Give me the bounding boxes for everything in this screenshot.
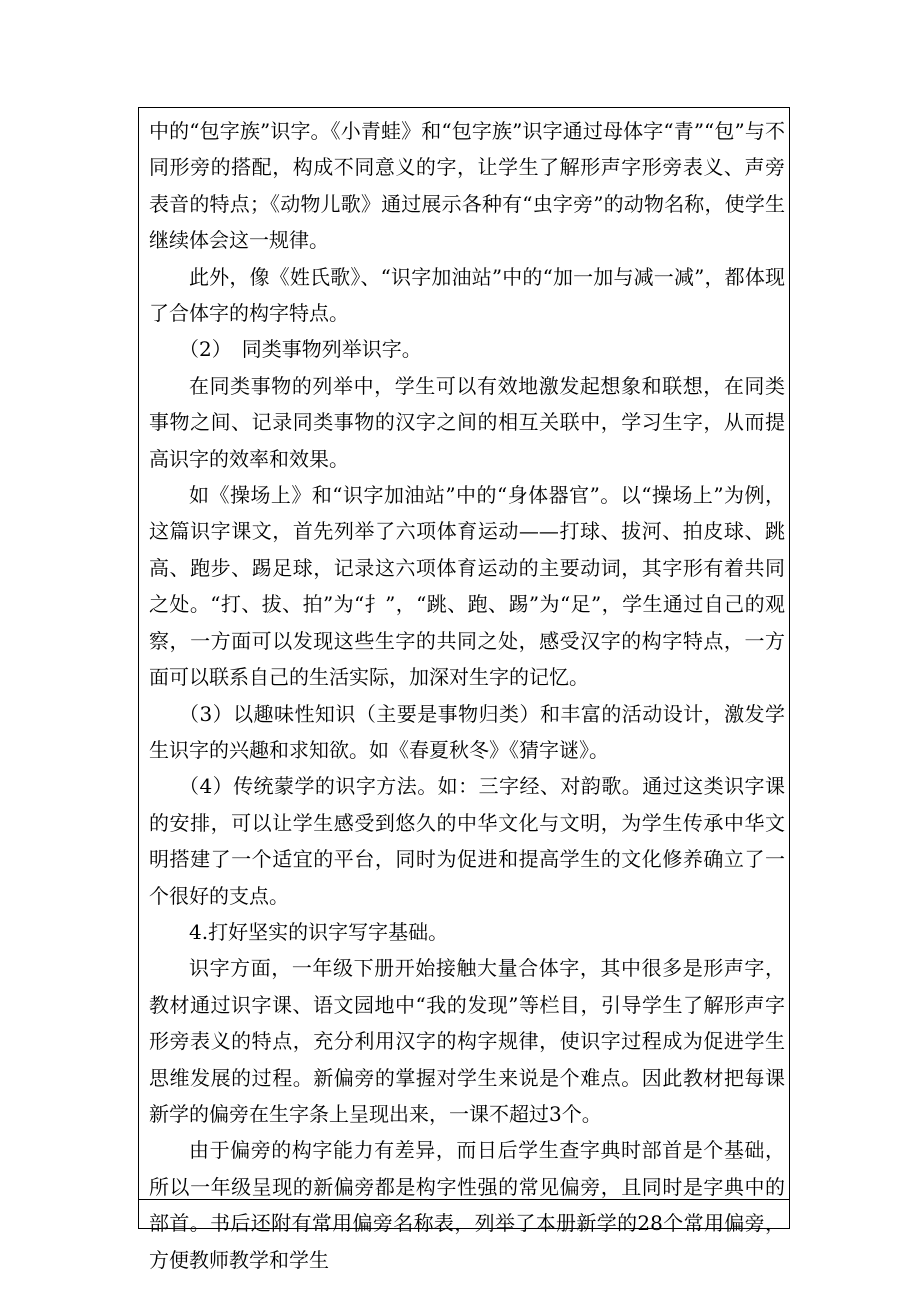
paragraph: 此外，像《姓氏歌》、“识字加油站”中的“加一加与减一减”，都体现了合体字的构字特点。 [149, 264, 785, 326]
paragraph: 由于偏旁的构字能力有差异，而日后学生查字典时部首是个基础，所以一年级呈现的新偏旁都是构字性强的常见偏旁，且同时是字典中的部首。书后还附有常用偏旁名称表，列举了本册新学的28个常用偏旁，方便教师教学和学生 [149, 1138, 785, 1272]
section-heading: （2） 同类事物列举识字。 [179, 337, 422, 362]
paragraph: 如《操场上》和“识字加油站”中的“身体器官”。以“操场上”为例，这篇识字课文，首先列举了六项体育运动——打球、拔河、拍皮球、跳高、跑步、踢足球，记录这六项体育运动的主要动词，其字形有着共同之处。“打、拔、拍”为“扌”，“跳、跑、踢”为“足”，学生通过自己的观察，一方面可以发现这些生字的共同之处，感受汉字的构字特点，一方面可以联系自己的生活实际，加深对生字的记忆。 [149, 483, 785, 690]
paragraph: （4）传统蒙学的识字方法。如：三字经、对韵歌。通过这类识字课的安排，可以让学生感受到悠久的中华文化与文明，为学生传承中华文明搭建了一个适宜的平台，同时为促进和提高学生的文化修养确立了一个很好的支点。 [149, 774, 785, 908]
paragraph: 在同类事物的列举中，学生可以有效地激发起想象和联想，在同类事物之间、记录同类事物的汉字之间的相互关联中，学习生字，从而提高识字的效率和效果。 [149, 373, 785, 471]
document-body [149, 113, 785, 1278]
paragraph: 中的“包字族”识字。《小青蛙》和“包字族”识字通过母体字“青”“包”与不同形旁的搭配，构成不同意义的字，让学生了解形声字形旁表义、声旁表音的特点；《动物儿歌》通过展示各种有“虫字旁”的动物名称，使学生继续体会这一规律。 [149, 119, 785, 253]
paragraph: （3）以趣味性知识（主要是事物归类）和丰富的活动设计，激发学生识字的兴趣和求知欲。如《春夏秋冬》《猜字谜》。 [149, 701, 785, 762]
section-heading: 4.打好坚实的识字写字基础。 [189, 919, 449, 944]
paragraph: 识字方面，一年级下册开始接触大量合体字，其中很多是形声字，教材通过识字课、语文园地中“我的发现”等栏目，引导学生了解形声字形旁表义的特点，充分利用汉字的构字规律，使识字过程成为促进学生思维发展的过程。新偏旁的掌握对学生来说是个难点。因此教材把每课新学的偏旁在生字条上呈现出来，一课不超过3个。 [149, 956, 785, 1126]
